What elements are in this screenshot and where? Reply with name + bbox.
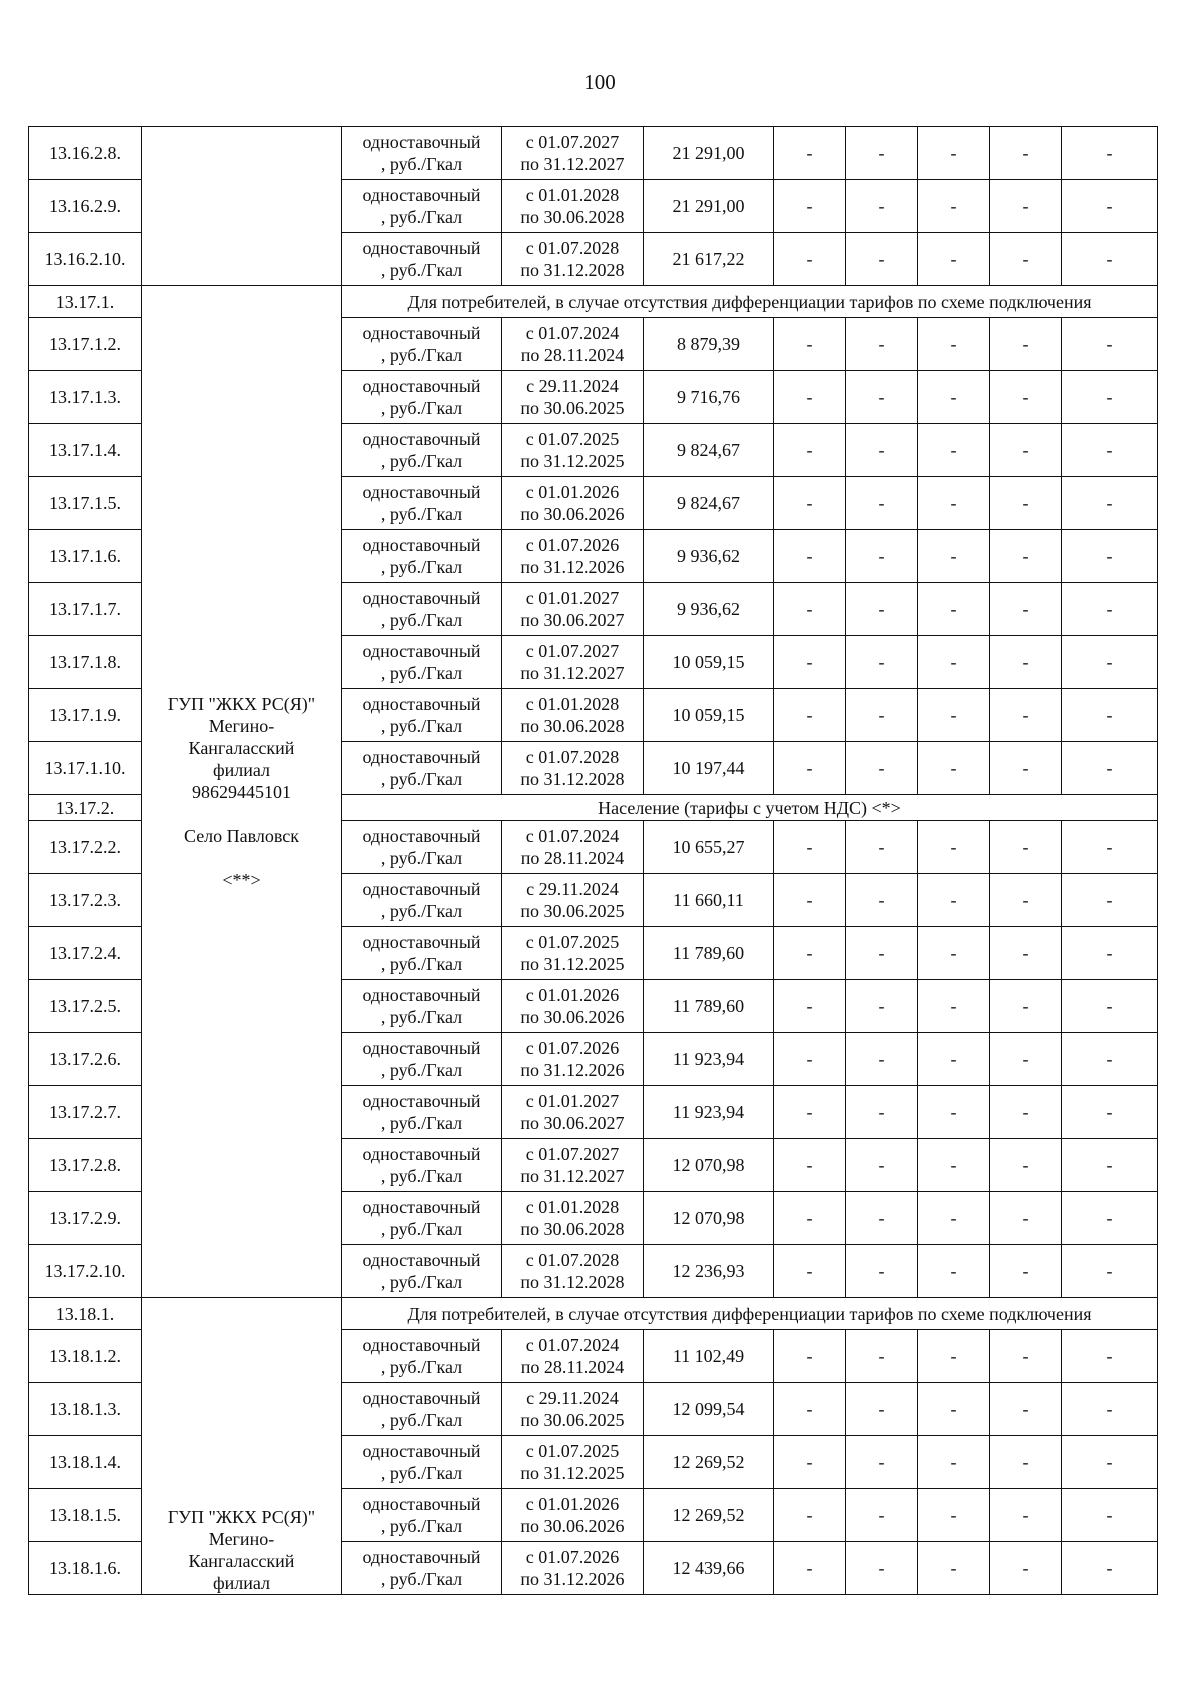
empty-value: - bbox=[846, 1436, 918, 1489]
tariff-type: одноставочный , руб./Гкал bbox=[342, 1330, 502, 1383]
tariff-type: одноставочный , руб./Гкал bbox=[342, 1383, 502, 1436]
empty-value: - bbox=[918, 821, 990, 874]
row-id: 13.17.1.10. bbox=[29, 742, 142, 795]
empty-value: - bbox=[774, 318, 846, 371]
period: с 01.07.2028 по 31.12.2028 bbox=[502, 742, 644, 795]
tariff-value: 11 923,94 bbox=[644, 1033, 774, 1086]
empty-value: - bbox=[1062, 1330, 1158, 1383]
period: с 01.07.2024 по 28.11.2024 bbox=[502, 318, 644, 371]
tariff-type: одноставочный , руб./Гкал bbox=[342, 980, 502, 1033]
empty-value: - bbox=[1062, 1436, 1158, 1489]
empty-value: - bbox=[1062, 583, 1158, 636]
tariff-value: 12 236,93 bbox=[644, 1245, 774, 1298]
empty-value: - bbox=[774, 689, 846, 742]
empty-value: - bbox=[990, 821, 1062, 874]
row-id: 13.17.2.2. bbox=[29, 821, 142, 874]
empty-value: - bbox=[1062, 1542, 1158, 1595]
empty-value: - bbox=[846, 1542, 918, 1595]
empty-value: - bbox=[1062, 927, 1158, 980]
empty-value: - bbox=[774, 1033, 846, 1086]
empty-value: - bbox=[846, 874, 918, 927]
empty-value: - bbox=[990, 1033, 1062, 1086]
empty-value: - bbox=[774, 1330, 846, 1383]
empty-value: - bbox=[846, 742, 918, 795]
empty-value: - bbox=[1062, 371, 1158, 424]
tariff-value: 11 789,60 bbox=[644, 980, 774, 1033]
row-id: 13.17.1.5. bbox=[29, 477, 142, 530]
empty-value: - bbox=[846, 689, 918, 742]
row-id: 13.17.2.6. bbox=[29, 1033, 142, 1086]
period: с 01.07.2024 по 28.11.2024 bbox=[502, 821, 644, 874]
period: с 01.01.2028 по 30.06.2028 bbox=[502, 1192, 644, 1245]
row-id: 13.17.2. bbox=[29, 795, 142, 821]
empty-value: - bbox=[918, 1086, 990, 1139]
empty-value: - bbox=[846, 1330, 918, 1383]
period: с 01.07.2027 по 31.12.2027 bbox=[502, 127, 644, 180]
tariff-value: 11 789,60 bbox=[644, 927, 774, 980]
period: с 01.07.2028 по 31.12.2028 bbox=[502, 233, 644, 286]
row-id: 13.18.1.6. bbox=[29, 1542, 142, 1595]
empty-value: - bbox=[990, 1245, 1062, 1298]
row-id: 13.17.1.4. bbox=[29, 424, 142, 477]
empty-value: - bbox=[774, 1245, 846, 1298]
empty-value: - bbox=[846, 636, 918, 689]
empty-value: - bbox=[990, 233, 1062, 286]
empty-value: - bbox=[918, 1139, 990, 1192]
empty-value: - bbox=[918, 927, 990, 980]
empty-value: - bbox=[990, 980, 1062, 1033]
period: с 01.01.2027 по 30.06.2027 bbox=[502, 1086, 644, 1139]
row-id: 13.17.1.3. bbox=[29, 371, 142, 424]
tariff-type: одноставочный , руб./Гкал bbox=[342, 1033, 502, 1086]
empty-value: - bbox=[774, 927, 846, 980]
tariff-value: 10 059,15 bbox=[644, 689, 774, 742]
row-id: 13.18.1.2. bbox=[29, 1330, 142, 1383]
tariff-value: 9 936,62 bbox=[644, 583, 774, 636]
empty-value: - bbox=[846, 1139, 918, 1192]
tariff-value: 9 824,67 bbox=[644, 477, 774, 530]
tariff-value: 8 879,39 bbox=[644, 318, 774, 371]
row-id: 13.16.2.8. bbox=[29, 127, 142, 180]
tariff-type: одноставочный , руб./Гкал bbox=[342, 1139, 502, 1192]
tariff-value: 10 197,44 bbox=[644, 742, 774, 795]
section-title: Население (тарифы с учетом НДС) <*> bbox=[342, 795, 1158, 821]
empty-value: - bbox=[990, 180, 1062, 233]
empty-value: - bbox=[774, 424, 846, 477]
empty-value: - bbox=[774, 980, 846, 1033]
row-id: 13.17.2.7. bbox=[29, 1086, 142, 1139]
empty-value: - bbox=[774, 127, 846, 180]
empty-value: - bbox=[846, 1383, 918, 1436]
empty-value: - bbox=[846, 1033, 918, 1086]
period: с 01.07.2025 по 31.12.2025 bbox=[502, 927, 644, 980]
empty-value: - bbox=[918, 742, 990, 795]
empty-value: - bbox=[774, 1139, 846, 1192]
empty-value: - bbox=[774, 636, 846, 689]
tariff-type: одноставочный , руб./Гкал bbox=[342, 927, 502, 980]
empty-value: - bbox=[774, 583, 846, 636]
row-id: 13.18.1.3. bbox=[29, 1383, 142, 1436]
tariff-type: одноставочный , руб./Гкал bbox=[342, 127, 502, 180]
row-id: 13.17.1.6. bbox=[29, 530, 142, 583]
tariff-type: одноставочный , руб./Гкал bbox=[342, 1192, 502, 1245]
row-id: 13.17.1.9. bbox=[29, 689, 142, 742]
empty-value: - bbox=[846, 233, 918, 286]
empty-value: - bbox=[774, 1192, 846, 1245]
tariff-table bbox=[28, 126, 1158, 1595]
period: с 29.11.2024 по 30.06.2025 bbox=[502, 1383, 644, 1436]
empty-value: - bbox=[918, 477, 990, 530]
tariff-value: 10 655,27 bbox=[644, 821, 774, 874]
tariff-type: одноставочный , руб./Гкал bbox=[342, 742, 502, 795]
empty-value: - bbox=[1062, 477, 1158, 530]
empty-value: - bbox=[918, 636, 990, 689]
period: с 01.01.2028 по 30.06.2028 bbox=[502, 689, 644, 742]
empty-value: - bbox=[846, 980, 918, 1033]
tariff-type: одноставочный , руб./Гкал bbox=[342, 1436, 502, 1489]
empty-value: - bbox=[990, 1489, 1062, 1542]
organization-cell: ГУП "ЖКХ РС(Я)" Мегино- Кангаласский филиал 98629445101 Село Павловск <**> bbox=[142, 286, 342, 1298]
empty-value: - bbox=[990, 318, 1062, 371]
empty-value: - bbox=[1062, 318, 1158, 371]
row-id: 13.16.2.9. bbox=[29, 180, 142, 233]
empty-value: - bbox=[774, 233, 846, 286]
empty-value: - bbox=[918, 689, 990, 742]
empty-value: - bbox=[846, 424, 918, 477]
empty-value: - bbox=[918, 1033, 990, 1086]
tariff-value: 11 660,11 bbox=[644, 874, 774, 927]
empty-value: - bbox=[990, 477, 1062, 530]
period: с 01.01.2026 по 30.06.2026 bbox=[502, 980, 644, 1033]
row-id: 13.17.2.5. bbox=[29, 980, 142, 1033]
empty-value: - bbox=[1062, 530, 1158, 583]
empty-value: - bbox=[774, 742, 846, 795]
empty-value: - bbox=[774, 530, 846, 583]
period: с 01.07.2026 по 31.12.2026 bbox=[502, 530, 644, 583]
table-row bbox=[29, 127, 1158, 180]
empty-value: - bbox=[918, 127, 990, 180]
empty-value: - bbox=[1062, 1192, 1158, 1245]
empty-value: - bbox=[918, 1489, 990, 1542]
period: с 01.07.2025 по 31.12.2025 bbox=[502, 1436, 644, 1489]
period: с 01.01.2028 по 30.06.2028 bbox=[502, 180, 644, 233]
empty-value: - bbox=[990, 583, 1062, 636]
row-id: 13.18.1.5. bbox=[29, 1489, 142, 1542]
empty-value: - bbox=[774, 821, 846, 874]
empty-value: - bbox=[846, 821, 918, 874]
row-id: 13.17.2.4. bbox=[29, 927, 142, 980]
empty-value: - bbox=[918, 1330, 990, 1383]
empty-value: - bbox=[774, 874, 846, 927]
period: с 01.07.2027 по 31.12.2027 bbox=[502, 1139, 644, 1192]
empty-value: - bbox=[774, 1542, 846, 1595]
empty-value: - bbox=[1062, 1139, 1158, 1192]
period: с 01.01.2026 по 30.06.2026 bbox=[502, 477, 644, 530]
empty-value: - bbox=[918, 318, 990, 371]
empty-value: - bbox=[990, 874, 1062, 927]
empty-value: - bbox=[1062, 1245, 1158, 1298]
empty-value: - bbox=[990, 371, 1062, 424]
empty-value: - bbox=[918, 874, 990, 927]
empty-value: - bbox=[918, 980, 990, 1033]
empty-value: - bbox=[990, 742, 1062, 795]
empty-value: - bbox=[846, 127, 918, 180]
empty-value: - bbox=[846, 1192, 918, 1245]
period: с 01.07.2026 по 31.12.2026 bbox=[502, 1542, 644, 1595]
empty-value: - bbox=[846, 1245, 918, 1298]
empty-value: - bbox=[1062, 424, 1158, 477]
tariff-value: 21 291,00 bbox=[644, 180, 774, 233]
empty-value: - bbox=[1062, 689, 1158, 742]
empty-value: - bbox=[918, 371, 990, 424]
section-header-row bbox=[29, 286, 1158, 318]
empty-value: - bbox=[774, 1086, 846, 1139]
empty-value: - bbox=[1062, 1383, 1158, 1436]
empty-value: - bbox=[990, 1086, 1062, 1139]
empty-value: - bbox=[846, 1086, 918, 1139]
empty-value: - bbox=[1062, 742, 1158, 795]
empty-value: - bbox=[1062, 821, 1158, 874]
tariff-value: 11 102,49 bbox=[644, 1330, 774, 1383]
empty-value: - bbox=[990, 127, 1062, 180]
tariff-type: одноставочный , руб./Гкал bbox=[342, 424, 502, 477]
tariff-type: одноставочный , руб./Гкал bbox=[342, 1489, 502, 1542]
empty-value: - bbox=[1062, 233, 1158, 286]
empty-value: - bbox=[1062, 1086, 1158, 1139]
empty-value: - bbox=[846, 927, 918, 980]
period: с 01.07.2027 по 31.12.2027 bbox=[502, 636, 644, 689]
empty-value: - bbox=[1062, 180, 1158, 233]
tariff-type: одноставочный , руб./Гкал bbox=[342, 180, 502, 233]
empty-value: - bbox=[846, 530, 918, 583]
empty-value: - bbox=[990, 636, 1062, 689]
empty-value: - bbox=[846, 318, 918, 371]
empty-value: - bbox=[846, 477, 918, 530]
tariff-value: 12 099,54 bbox=[644, 1383, 774, 1436]
row-id: 13.17.2.8. bbox=[29, 1139, 142, 1192]
tariff-type: одноставочный , руб./Гкал bbox=[342, 874, 502, 927]
section-title: Для потребителей, в случае отсутствия дифференциации тарифов по схеме подключения bbox=[342, 286, 1158, 318]
tariff-type: одноставочный , руб./Гкал bbox=[342, 530, 502, 583]
period: с 01.01.2026 по 30.06.2026 bbox=[502, 1489, 644, 1542]
tariff-value: 12 070,98 bbox=[644, 1139, 774, 1192]
empty-value: - bbox=[990, 1542, 1062, 1595]
period: с 29.11.2024 по 30.06.2025 bbox=[502, 371, 644, 424]
empty-value: - bbox=[918, 583, 990, 636]
empty-value: - bbox=[918, 530, 990, 583]
empty-value: - bbox=[1062, 127, 1158, 180]
tariff-value: 11 923,94 bbox=[644, 1086, 774, 1139]
tariff-value: 21 617,22 bbox=[644, 233, 774, 286]
empty-value: - bbox=[990, 1330, 1062, 1383]
empty-value: - bbox=[990, 927, 1062, 980]
row-id: 13.17.1.7. bbox=[29, 583, 142, 636]
empty-value: - bbox=[918, 1192, 990, 1245]
period: с 01.07.2028 по 31.12.2028 bbox=[502, 1245, 644, 1298]
empty-value: - bbox=[846, 1489, 918, 1542]
tariff-type: одноставочный , руб./Гкал bbox=[342, 636, 502, 689]
tariff-type: одноставочный , руб./Гкал bbox=[342, 1086, 502, 1139]
empty-value: - bbox=[1062, 980, 1158, 1033]
tariff-value: 9 936,62 bbox=[644, 530, 774, 583]
tariff-value: 12 269,52 bbox=[644, 1489, 774, 1542]
section-title: Для потребителей, в случае отсутствия дифференциации тарифов по схеме подключения bbox=[342, 1298, 1158, 1330]
tariff-value: 9 824,67 bbox=[644, 424, 774, 477]
empty-value: - bbox=[1062, 874, 1158, 927]
empty-value: - bbox=[774, 371, 846, 424]
empty-value: - bbox=[918, 233, 990, 286]
empty-value: - bbox=[990, 424, 1062, 477]
empty-value: - bbox=[774, 477, 846, 530]
empty-value: - bbox=[774, 1436, 846, 1489]
row-id: 13.17.1.8. bbox=[29, 636, 142, 689]
row-id: 13.17.2.9. bbox=[29, 1192, 142, 1245]
period: с 01.01.2027 по 30.06.2027 bbox=[502, 583, 644, 636]
tariff-type: одноставочный , руб./Гкал bbox=[342, 477, 502, 530]
organization-cell bbox=[142, 127, 342, 286]
tariff-type: одноставочный , руб./Гкал bbox=[342, 1542, 502, 1595]
row-id: 13.18.1. bbox=[29, 1298, 142, 1330]
empty-value: - bbox=[918, 1383, 990, 1436]
period: с 01.07.2025 по 31.12.2025 bbox=[502, 424, 644, 477]
tariff-type: одноставочный , руб./Гкал bbox=[342, 821, 502, 874]
row-id: 13.17.2.3. bbox=[29, 874, 142, 927]
empty-value: - bbox=[918, 424, 990, 477]
tariff-type: одноставочный , руб./Гкал bbox=[342, 689, 502, 742]
row-id: 13.17.2.10. bbox=[29, 1245, 142, 1298]
tariff-table-body bbox=[29, 127, 1158, 1595]
empty-value: - bbox=[918, 1245, 990, 1298]
row-id: 13.16.2.10. bbox=[29, 233, 142, 286]
tariff-value: 12 070,98 bbox=[644, 1192, 774, 1245]
tariff-value: 21 291,00 bbox=[644, 127, 774, 180]
empty-value: - bbox=[1062, 636, 1158, 689]
tariff-type: одноставочный , руб./Гкал bbox=[342, 233, 502, 286]
empty-value: - bbox=[846, 371, 918, 424]
empty-value: - bbox=[774, 1489, 846, 1542]
empty-value: - bbox=[990, 1436, 1062, 1489]
empty-value: - bbox=[1062, 1033, 1158, 1086]
empty-value: - bbox=[990, 530, 1062, 583]
tariff-value: 12 269,52 bbox=[644, 1436, 774, 1489]
row-id: 13.18.1.4. bbox=[29, 1436, 142, 1489]
organization-cell: ГУП "ЖКХ РС(Я)" Мегино- Кангаласский филиал bbox=[142, 1298, 342, 1595]
empty-value: - bbox=[990, 1139, 1062, 1192]
empty-value: - bbox=[990, 1383, 1062, 1436]
page-number: 100 bbox=[584, 70, 616, 94]
tariff-type: одноставочный , руб./Гкал bbox=[342, 318, 502, 371]
empty-value: - bbox=[846, 583, 918, 636]
tariff-value: 12 439,66 bbox=[644, 1542, 774, 1595]
period: с 01.07.2026 по 31.12.2026 bbox=[502, 1033, 644, 1086]
empty-value: - bbox=[990, 689, 1062, 742]
empty-value: - bbox=[1062, 1489, 1158, 1542]
row-id: 13.17.1. bbox=[29, 286, 142, 318]
period: с 01.07.2024 по 28.11.2024 bbox=[502, 1330, 644, 1383]
empty-value: - bbox=[774, 180, 846, 233]
empty-value: - bbox=[846, 180, 918, 233]
row-id: 13.17.1.2. bbox=[29, 318, 142, 371]
tariff-type: одноставочный , руб./Гкал bbox=[342, 371, 502, 424]
period: с 29.11.2024 по 30.06.2025 bbox=[502, 874, 644, 927]
tariff-type: одноставочный , руб./Гкал bbox=[342, 583, 502, 636]
tariff-value: 9 716,76 bbox=[644, 371, 774, 424]
empty-value: - bbox=[990, 1192, 1062, 1245]
tariff-value: 10 059,15 bbox=[644, 636, 774, 689]
section-header-row bbox=[29, 1298, 1158, 1330]
empty-value: - bbox=[918, 180, 990, 233]
tariff-type: одноставочный , руб./Гкал bbox=[342, 1245, 502, 1298]
empty-value: - bbox=[918, 1436, 990, 1489]
empty-value: - bbox=[918, 1542, 990, 1595]
empty-value: - bbox=[774, 1383, 846, 1436]
